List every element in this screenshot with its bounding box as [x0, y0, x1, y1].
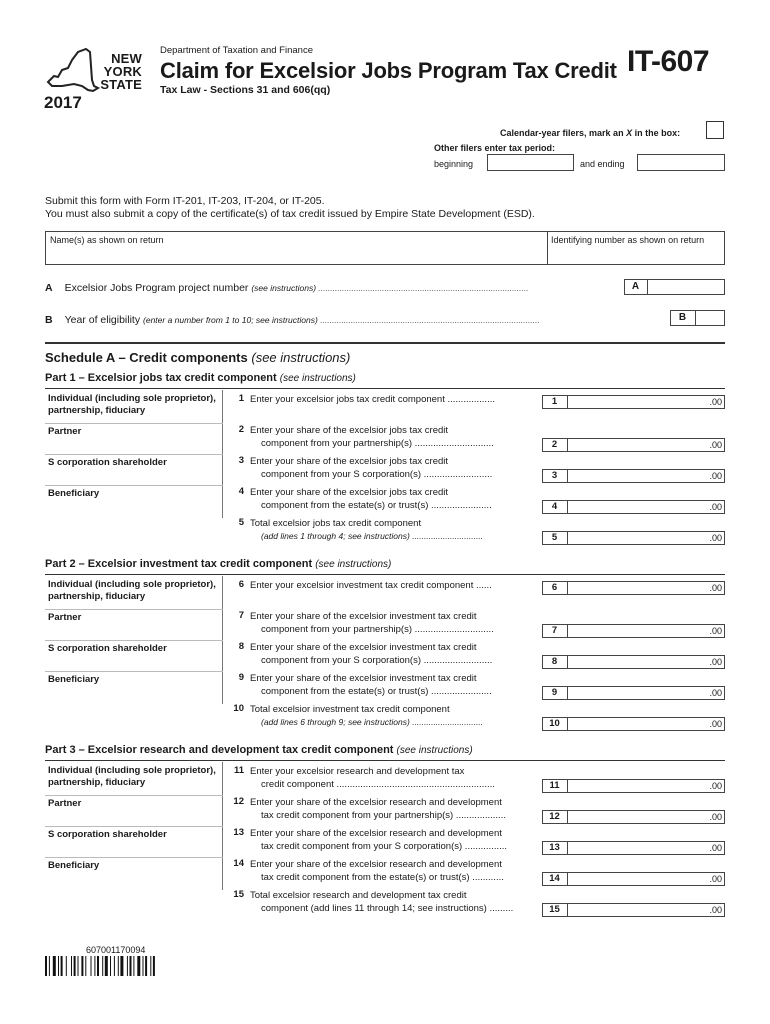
line-description-continued: component (add lines 11 through 14; see instructions) ......... — [261, 903, 514, 914]
line-number: 14 — [233, 858, 244, 869]
barcode-bar — [91, 956, 92, 976]
line-number: 5 — [238, 517, 244, 528]
filer-type-label: Beneficiary — [48, 488, 100, 499]
logo-line-state: STATE — [100, 77, 142, 92]
period-ending-field[interactable] — [637, 154, 725, 171]
identifying-number-label: Identifying number as shown on return — [551, 235, 705, 245]
barcode-icon — [45, 956, 193, 976]
line-description: Enter your share of the excelsior investment tax credit — [250, 611, 477, 622]
line-description: Total excelsior jobs tax credit component — [250, 518, 422, 529]
barcode-bar — [127, 956, 128, 976]
line-box-number: 13 — [542, 841, 568, 855]
part-1-title — [45, 372, 356, 384]
line-cents: .00 — [709, 533, 722, 543]
filer-row-divider — [45, 454, 223, 455]
line-a-dots: ......................................................................................... — [316, 283, 529, 293]
line-b-letter: B — [45, 314, 53, 326]
name-id-divider — [547, 231, 548, 265]
line-description: Enter your share of the excelsior jobs tax credit — [250, 456, 449, 467]
barcode-bar — [66, 956, 67, 976]
line-description-continued: (add lines 6 through 9; see instructions) .............................. — [261, 717, 484, 727]
line-cents: .00 — [709, 502, 722, 512]
filer-type-label: Beneficiary — [48, 860, 100, 871]
line-description-continued: tax credit component from your S corporation(s) ................ — [261, 841, 508, 852]
line-number: 1 — [238, 393, 244, 404]
line-number: 9 — [238, 672, 244, 683]
line-description-continued: component from your partnership(s) .............................. — [261, 624, 494, 635]
names-label: Name(s) as shown on return — [50, 235, 164, 245]
filer-row-divider — [45, 423, 223, 424]
barcode-bar — [78, 956, 79, 976]
barcode-bar — [58, 956, 59, 976]
line-box-number: 3 — [542, 469, 568, 483]
barcode-bar — [94, 956, 95, 976]
filer-row-divider — [45, 671, 223, 672]
line-description-continued: component from your S corporation(s) .......................... — [261, 469, 493, 480]
barcode-bar — [61, 956, 63, 976]
line-cents: .00 — [709, 719, 722, 729]
box-b-label: B — [670, 310, 696, 326]
line-description: Total excelsior investment tax credit component — [250, 704, 450, 715]
line-number: 6 — [238, 579, 244, 590]
part-3-title — [45, 744, 473, 756]
line-description-continued: component from your partnership(s) .............................. — [261, 438, 494, 449]
line-description-continued: tax credit component from the estate(s) or trust(s) ............ — [261, 872, 504, 883]
line-cents: .00 — [709, 781, 722, 791]
schedule-hint: (see instructions) — [251, 350, 351, 365]
calendar-suffix: in the box: — [632, 128, 681, 138]
filer-type-label: Individual (including sole proprietor), partnership, fiduciary — [48, 393, 216, 416]
filer-type-label: Individual (including sole proprietor), partnership, fiduciary — [48, 579, 216, 602]
part-3-top-rule — [45, 760, 725, 761]
line-description-continued: credit component ............................................................ — [261, 779, 495, 790]
line-description: Enter your excelsior investment tax credit component ...... — [250, 580, 492, 591]
part-2-title — [45, 558, 391, 570]
line-cents: .00 — [709, 874, 722, 884]
filer-row-divider — [45, 485, 223, 486]
line-description: Enter your share of the excelsior jobs tax credit — [250, 487, 449, 498]
barcode-bar — [53, 956, 56, 976]
line-box-number: 15 — [542, 903, 568, 917]
line-box-number: 11 — [542, 779, 568, 793]
filer-type-label: Beneficiary — [48, 674, 100, 685]
line-description: Enter your share of the excelsior research and development — [250, 828, 502, 839]
line-a-hint: (see instructions) — [251, 283, 317, 293]
line-cents: .00 — [709, 626, 722, 636]
schedule-divider — [45, 342, 725, 344]
line-number: 15 — [233, 889, 244, 900]
line-number: 12 — [233, 796, 244, 807]
line-number: 2 — [238, 424, 244, 435]
filer-type-label: S corporation shareholder — [48, 643, 167, 654]
line-cents: .00 — [709, 583, 722, 593]
logo-line-new: NEW — [111, 51, 142, 66]
line-description-continued: tax credit component from your partnership(s) ................... — [261, 810, 506, 821]
line-description: Enter your excelsior jobs tax credit component .................. — [250, 394, 495, 405]
ending-label: and ending — [580, 159, 625, 169]
line-b-dots: ............................................................................................. — [317, 315, 540, 325]
barcode-bar — [150, 956, 151, 976]
form-number: IT-607 — [627, 45, 710, 78]
submission-instructions — [45, 195, 535, 221]
part-title-hint: (see instructions) — [396, 745, 473, 756]
instruction-line-2: You must also submit a copy of the certificate(s) of tax credit issued by Empire State Development (ESD). — [45, 208, 535, 220]
barcode-bar — [133, 956, 134, 976]
line-box-number: 8 — [542, 655, 568, 669]
part-1-top-rule — [45, 388, 725, 389]
barcode-bar — [137, 956, 140, 976]
schedule-a-title — [45, 350, 350, 365]
barcode-bar — [74, 956, 76, 976]
filer-type-label: Partner — [48, 612, 82, 623]
line-number: 3 — [238, 455, 244, 466]
part-title-text: Part 1 – Excelsior jobs tax credit component — [45, 372, 277, 384]
barcode-bar — [143, 956, 144, 976]
line-description-continued: component from the estate(s) or trust(s) ....................... — [261, 686, 492, 697]
barcode-bar — [102, 956, 103, 976]
line-cents: .00 — [709, 688, 722, 698]
line-b-hint: (enter a number from 1 to 10; see instructions) — [143, 315, 318, 325]
line-box-number: 2 — [542, 438, 568, 452]
line-b — [45, 314, 540, 326]
line-description: Enter your excelsior research and development tax — [250, 766, 465, 777]
line-box-number: 10 — [542, 717, 568, 731]
period-beginning-field[interactable] — [487, 154, 574, 171]
line-description-continued: component from the estate(s) or trust(s) ....................... — [261, 500, 492, 511]
line-cents: .00 — [709, 471, 722, 481]
line-description: Enter your share of the excelsior investment tax credit — [250, 673, 477, 684]
form-subtitle: Tax Law - Sections 31 and 606(qq) — [160, 84, 331, 96]
calendar-year-checkbox[interactable] — [706, 121, 724, 139]
line-box-number: 6 — [542, 581, 568, 595]
barcode-number: 607001170094 — [86, 945, 146, 955]
line-box-number: 4 — [542, 500, 568, 514]
line-cents: .00 — [709, 657, 722, 667]
line-number: 11 — [233, 765, 244, 776]
line-box-number: 9 — [542, 686, 568, 700]
line-description: Enter your share of the excelsior investment tax credit — [250, 642, 477, 653]
line-box-number: 12 — [542, 810, 568, 824]
filer-row-divider — [45, 857, 223, 858]
barcode-bar — [97, 956, 99, 976]
barcode-bar — [45, 956, 47, 976]
department-name: Department of Taxation and Finance — [160, 45, 313, 56]
line-a — [45, 282, 529, 294]
line-box-number: 7 — [542, 624, 568, 638]
schedule-title: Schedule A – Credit components — [45, 350, 248, 365]
line-box-number: 14 — [542, 872, 568, 886]
line-cents: .00 — [709, 812, 722, 822]
part-title-hint: (see instructions) — [315, 559, 392, 570]
barcode-bar — [114, 956, 115, 976]
barcode-bar — [105, 956, 108, 976]
line-box-number: 1 — [542, 395, 568, 409]
barcode-bar — [81, 956, 83, 976]
line-a-letter: A — [45, 282, 53, 294]
line-number: 8 — [238, 641, 244, 652]
line-b-text: Year of eligibility — [64, 314, 141, 326]
barcode-bar — [130, 956, 132, 976]
calendar-year-label — [500, 128, 680, 138]
line-number: 10 — [233, 703, 244, 714]
form-title: Claim for Excelsior Jobs Program Tax Credit — [160, 58, 617, 83]
line-number: 13 — [233, 827, 244, 838]
barcode-bar — [71, 956, 72, 976]
form-year: 2017 — [44, 93, 82, 112]
part-title-text: Part 2 – Excelsior investment tax credit component — [45, 558, 313, 570]
instruction-line-1: Submit this form with Form IT-201, IT-203, IT-204, or IT-205. — [45, 195, 325, 207]
beginning-label: beginning — [434, 159, 474, 169]
line-box-number: 5 — [542, 531, 568, 545]
line-cents: .00 — [709, 397, 722, 407]
barcode-bar — [49, 956, 50, 976]
box-a-label: A — [624, 279, 648, 295]
line-number: 7 — [238, 610, 244, 621]
filer-type-label: S corporation shareholder — [48, 457, 167, 468]
line-number: 4 — [238, 486, 244, 497]
barcode-bar — [118, 956, 119, 976]
line-description-continued: component from your S corporation(s) .......................... — [261, 655, 493, 666]
part-title-text: Part 3 – Excelsior research and development tax credit component — [45, 744, 394, 756]
filer-type-label: S corporation shareholder — [48, 829, 167, 840]
barcode-bar — [85, 956, 86, 976]
line-description: Enter your share of the excelsior research and development — [250, 797, 502, 808]
filer-type-label: Individual (including sole proprietor), partnership, fiduciary — [48, 765, 216, 788]
calendar-prefix: Calendar-year filers, mark an — [500, 128, 627, 138]
line-cents: .00 — [709, 440, 722, 450]
line-description: Enter your share of the excelsior research and development — [250, 859, 502, 870]
line-cents: .00 — [709, 905, 722, 915]
line-description-continued: (add lines 1 through 4; see instructions) .............................. — [261, 531, 484, 541]
filer-row-divider — [45, 640, 223, 641]
line-description: Enter your share of the excelsior jobs tax credit — [250, 425, 449, 436]
barcode-bar — [153, 956, 155, 976]
line-a-text: Excelsior Jobs Program project number — [64, 282, 249, 294]
logo-line-york: YORK — [103, 64, 142, 79]
filer-type-label: Partner — [48, 798, 82, 809]
filer-row-divider — [45, 826, 223, 827]
part-2-top-rule — [45, 574, 725, 575]
barcode-bar — [145, 956, 147, 976]
filer-type-label: Partner — [48, 426, 82, 437]
part-title-hint: (see instructions) — [279, 373, 356, 384]
nys-logo-text — [86, 52, 142, 91]
other-filers-label: Other filers enter tax period: — [434, 143, 556, 153]
barcode-bar — [120, 956, 123, 976]
filer-row-divider — [45, 609, 223, 610]
line-cents: .00 — [709, 843, 722, 853]
barcode-bar — [110, 956, 111, 976]
calendar-x: X — [626, 128, 633, 138]
filer-row-divider — [45, 795, 223, 796]
line-description: Total excelsior research and development tax credit — [250, 890, 467, 901]
